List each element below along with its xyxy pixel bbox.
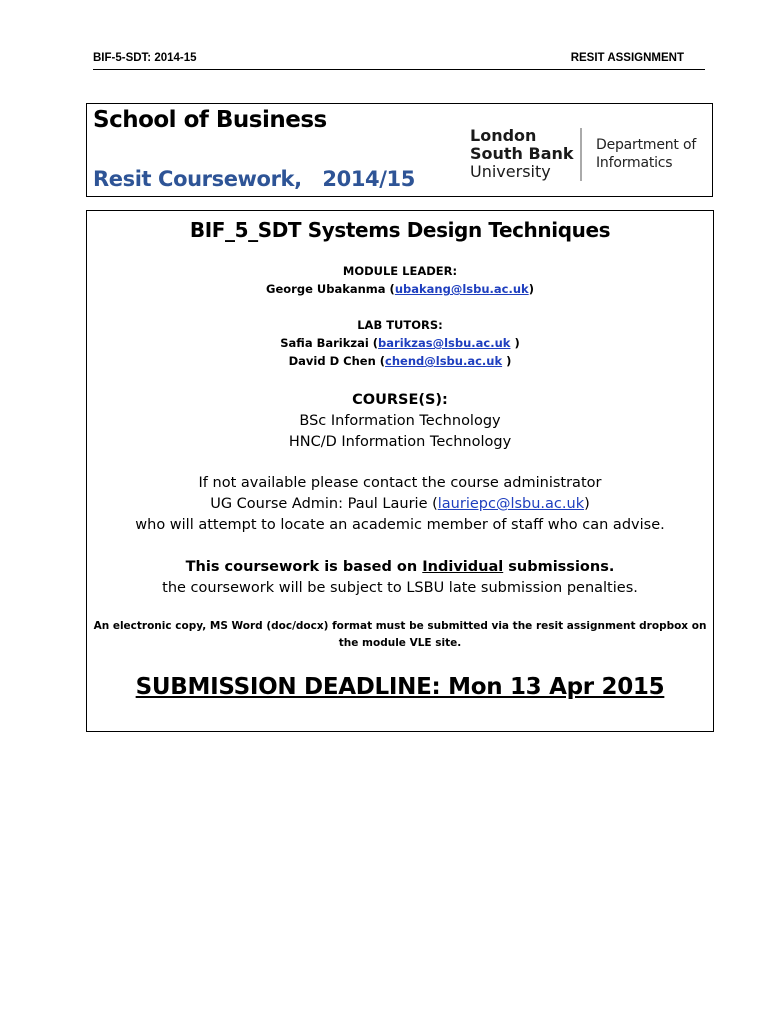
running-header bbox=[93, 51, 705, 70]
school-name: School of Business bbox=[93, 107, 327, 133]
module-leader-email-link[interactable]: ubakang@lsbu.ac.uk bbox=[394, 282, 529, 296]
course-item: BSc Information Technology bbox=[299, 413, 501, 429]
department-line: Department of bbox=[596, 137, 697, 153]
logo-line-london: London bbox=[470, 126, 537, 145]
electronic-copy-note: the module VLE site. bbox=[338, 637, 462, 649]
logo-line-university: University bbox=[470, 162, 551, 181]
course-admin-line bbox=[87, 496, 713, 512]
late-penalty-note: the coursework will be subject to LSBU late submission penalties. bbox=[162, 580, 638, 596]
module-title: BIF_5_SDT Systems Design Techniques bbox=[189, 218, 611, 242]
header-assignment-type: RESIT ASSIGNMENT bbox=[570, 52, 684, 64]
submission-type-suffix: submissions. bbox=[503, 559, 615, 575]
lab-tutor-line bbox=[87, 354, 713, 368]
school-banner bbox=[86, 103, 713, 197]
lab-tutor-close: ) bbox=[502, 354, 512, 368]
lab-tutor-email-link[interactable]: chend@lsbu.ac.uk bbox=[385, 354, 503, 368]
course-admin-close: ) bbox=[584, 496, 590, 512]
department-name bbox=[596, 136, 696, 172]
lab-tutors-label: LAB TUTORS: bbox=[357, 318, 443, 332]
submission-deadline: SUBMISSION DEADLINE: Mon 13 Apr 2015 bbox=[135, 674, 665, 700]
module-leader-name: George Ubakanma ( bbox=[266, 282, 395, 296]
submission-type-line bbox=[87, 559, 713, 575]
module-leader-line bbox=[87, 282, 713, 296]
contact-instruction: If not available please contact the course administrator bbox=[198, 475, 602, 491]
lab-tutor-line bbox=[87, 336, 713, 350]
submission-type-prefix: This coursework is based on bbox=[185, 559, 423, 575]
department-line: Informatics bbox=[596, 155, 673, 171]
submission-type-emphasis: Individual bbox=[422, 559, 504, 575]
course-admin-email-link[interactable]: lauriepc@lsbu.ac.uk bbox=[437, 496, 585, 512]
lab-tutor-name: Safia Barikzai ( bbox=[280, 336, 379, 350]
resit-title: Resit Coursework, 2014/15 bbox=[93, 167, 415, 191]
logo-line-south-bank: South Bank bbox=[470, 144, 574, 163]
lab-tutor-close: ) bbox=[510, 336, 520, 350]
module-leader-label: MODULE LEADER: bbox=[342, 264, 458, 278]
electronic-copy-note: An electronic copy, MS Word (doc/docx) format must be submitted via the resit assignment dropbox on bbox=[93, 620, 707, 632]
module-details-box bbox=[86, 210, 714, 732]
courses-label: COURSE(S): bbox=[352, 392, 448, 408]
course-admin-prefix: UG Course Admin: Paul Laurie ( bbox=[210, 496, 438, 512]
lab-tutor-email-link[interactable]: barikzas@lsbu.ac.uk bbox=[378, 336, 511, 350]
header-course-code: BIF-5-SDT: 2014-15 bbox=[93, 52, 197, 64]
deadline-wrapper bbox=[87, 674, 713, 700]
module-leader-close: ) bbox=[528, 282, 534, 296]
course-item: HNC/D Information Technology bbox=[288, 434, 512, 450]
contact-advice: who will attempt to locate an academic member of staff who can advise. bbox=[135, 517, 665, 533]
lab-tutor-name: David D Chen ( bbox=[288, 354, 386, 368]
